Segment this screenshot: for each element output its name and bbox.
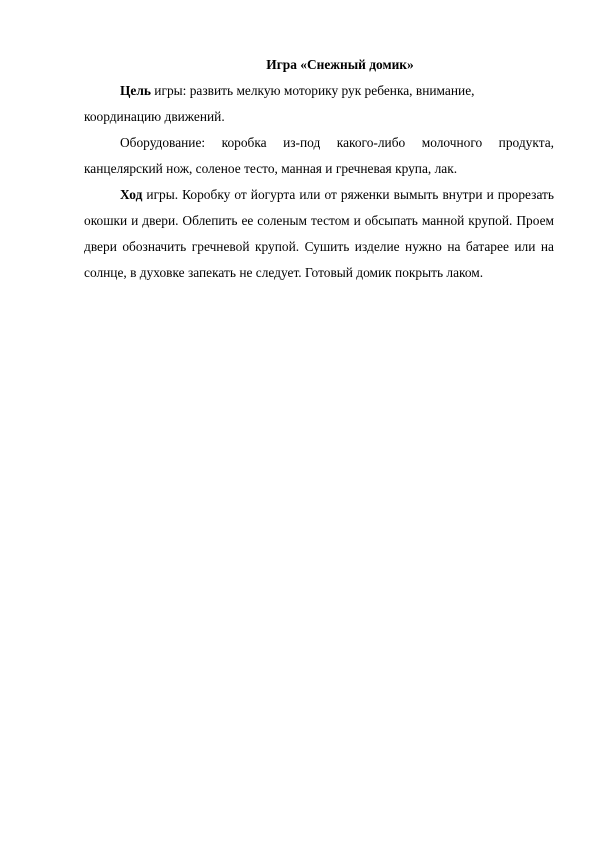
goal-text: игры: развить мелкую моторику рук ребенка, внимание, координацию движений. (84, 83, 475, 124)
equipment-text: Оборудование: коробка из-под какого-либо молочного продукта, канцелярский нож, соленое тесто, манная и гречневая крупа, лак. (84, 135, 554, 176)
procedure-paragraph (84, 182, 554, 286)
equipment-paragraph (84, 130, 554, 182)
procedure-label: Ход (120, 187, 143, 202)
goal-label: Цель (120, 83, 151, 98)
document-title: Игра «Снежный домик» (266, 57, 414, 72)
document-body (84, 52, 554, 286)
goal-paragraph (84, 78, 502, 130)
procedure-text: игры. Коробку от йогурта или от ряженки вымыть внутри и прорезать окошки и двери. Облепить ее соленым тестом и обсыпать манной крупой. Проем двери обозначить гречневой крупой. Сушить изделие нужно на батарее или на солнце, в духовке запекать не следует. Готовый домик покрыть лаком. (84, 187, 554, 280)
